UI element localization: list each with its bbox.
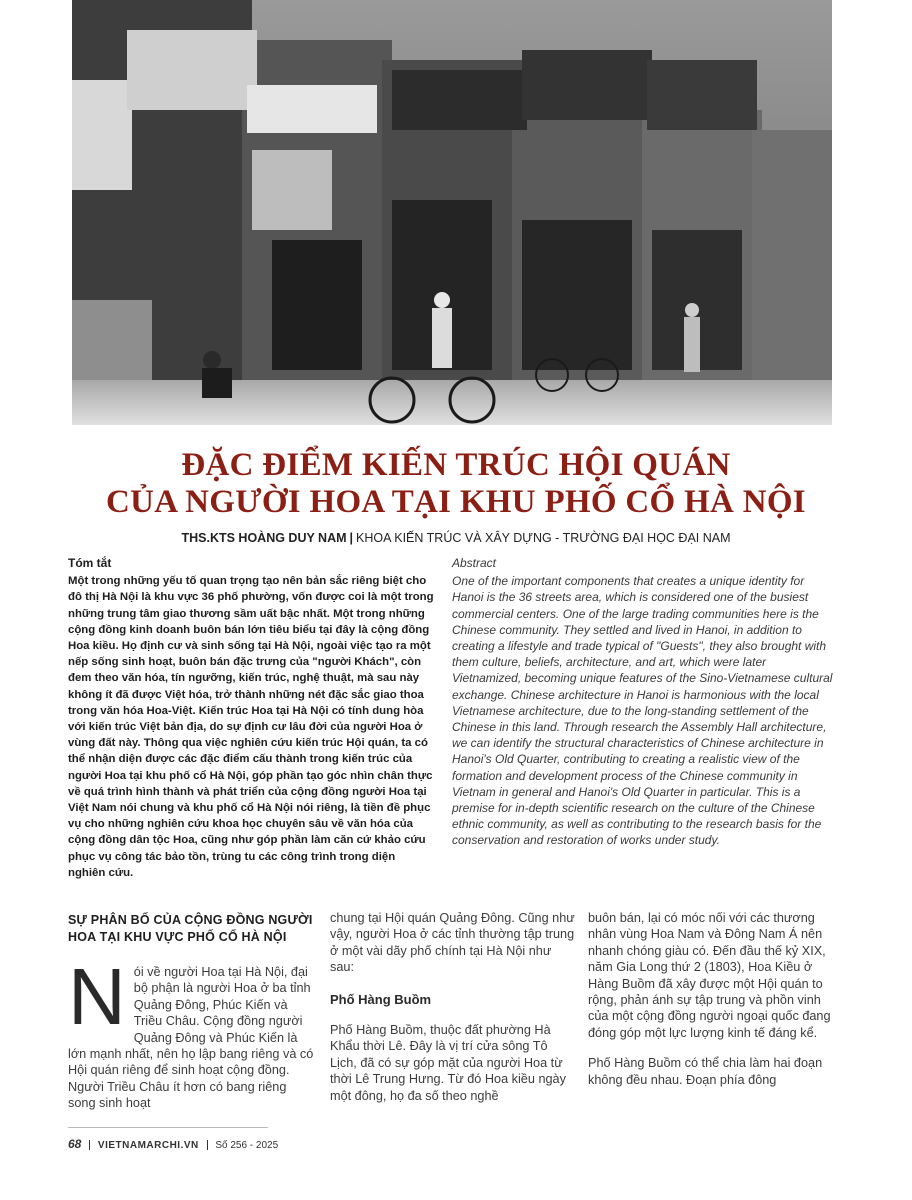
subheading-hang-buom: Phố Hàng Buồm (330, 991, 432, 1007)
byline (60, 531, 852, 545)
street-photo (72, 0, 832, 425)
col2-paragraph-2: Phố Hàng Buồm, thuộc đất phường Hà Khẩu thời Lê. Đây là vị trí cửa sông Tô Lịch, đã có sự góp mặt của người Hoa từ thời Lê Trung Hưng. Từ đó Hoa kiều ngày một đông, họ đa số theo nghề (330, 1023, 566, 1103)
col1-paragraph: ói về người Hoa tại Hà Nội, đại bộ phận là người Hoa ở ba tỉnh Quảng Đông, Phúc Kiến và Triều Châu. Cộng đồng người Quảng Đông và Phúc Kiến là lớn mạnh nhất, nên họ lập bang riêng và có Hội quán riêng để sinh hoạt cộng đồng. Người Triều Châu ít hơn có bang riêng song sinh hoạt (68, 965, 314, 1111)
footer-divider (68, 1127, 268, 1128)
body-column-1 (68, 910, 314, 1112)
issue-number: Số 256 - 2025 (215, 1140, 279, 1151)
page-footer (68, 1137, 278, 1151)
abstract-vi-text: Một trong những yếu tố quan trọng tạo nên bản sắc riêng biệt cho đô thị Hà Nội là khu vực 36 phố phường, vốn được coi là một trong những trung tâm giao thương sầm uất bậc nhất. Một trong những cộng đồng kinh doanh buôn bán lớn tiêu biểu tại đây là cộng đồng Hoa kiều. Họ định cư và sinh sống tại Hà Nội, ngoài việc tạo ra một nếp sống sinh hoạt, buôn bán đặc trưng của "người Khách", còn đem theo văn hóa, tín ngưỡng, kiến trúc, nghệ thuật, mà sau này không ít đã được Việt hóa, trở thành những nét đặc sắc giao thoa trong văn hóa Hoa-Việt. Kiến trúc Hoa tại Hà Nội có tính dung hòa với kiến trúc Việt bản địa, do sự định cư lâu đời của người Hoa ở vùng đất này. Thông qua việc nghiên cứu kiến trúc Hội quán, ta có thể nhận diện được các đặc điểm cấu thành trong kiến trúc của người Hoa tại khu phố cổ Hà Nội, góp phần tạo góc nhìn chân thực về quá trình hình thành và phát triển của cộng đồng người Hoa tại Việt Nam nói chung và khu phố cổ Hà Nội nói riêng, là tiền đề phục vụ cho những nghiên cứu khoa học chuyên sâu về văn hóa của cộng đồng dân tộc Hoa, cũng như góp phần làm căn cứ khảo cứu phục vụ công tác bảo tồn, trùng tu các công trình trong diện nghiên cứu. (68, 575, 434, 879)
byline-separator: | (349, 531, 354, 545)
abstract-english (452, 555, 834, 849)
section-heading: SỰ PHÂN BỐ CỦA CỘNG ĐỒNG NGƯỜI HOA TẠI KHU VỰC PHỐ CỔ HÀ NỘI (68, 913, 313, 944)
article-title-line-2: CỦA NGƯỜI HOA TẠI KHU PHỐ CỔ HÀ NỘI (106, 484, 806, 520)
col3-paragraph-2: Phố Hàng Buồm có thể chia làm hai đoạn không đều nhau. Đoạn phía đông (588, 1056, 823, 1087)
intro-paragraph (68, 952, 314, 1112)
author-affiliation: KHOA KIẾN TRÚC VÀ XÂY DỰNG - TRƯỜNG ĐẠI HỌC ĐẠI NAM (356, 531, 731, 545)
body-column-2 (330, 910, 576, 1104)
col2-paragraph: chung tại Hội quán Quảng Đông. Cũng như vậy, người Hoa ở các tỉnh thường tập trung ở một vài dãy phố chính tại Hà Nội như sau: (330, 911, 575, 975)
page-number: 68 (68, 1137, 82, 1151)
author-name: THS.KTS HOÀNG DUY NAM (181, 531, 347, 545)
article-title (60, 447, 852, 521)
abstract-en-heading: Abstract (452, 556, 497, 570)
body-column-3 (588, 910, 834, 1088)
footer-separator (207, 1140, 208, 1150)
article-title-line-1: ĐẶC ĐIỂM KIẾN TRÚC HỘI QUÁN (181, 447, 731, 483)
abstract-en-text: One of the important components that creates a unique identity for Hanoi is the 36 streets area, which is considered one of the busiest commercial centers. One of the large trading communities here is the Chinese community. They settled and lived in Hanoi, in addition to creating a lifestyle and trade typical of "Guests", they also brought with them culture, beliefs, architecture, and art, which were later Vietnamized, becoming unique features of the Sino-Vietnamese cultural exchange. Chinese architecture in Hanoi is harmonious with the local Vietnamese architecture, due to the long-standing settlement of the Chinese in this land. Through research the Assembly Hall architecture, we can identify the structural characteristics of Chinese architecture in Hanoi's Old Quarter, contributing to creating a realistic view of the formation and development process of the Chinese community in Vietnam in general and Hanoi's Old Quarter in particular. This is a premise for in-depth scientific research on the culture of the Chinese ethnic community, as well as contributing to the research basis for the conservation and restoration of works under study. (452, 574, 833, 848)
historic-street-photo-icon (72, 0, 832, 425)
drop-cap: N (68, 952, 126, 1041)
site-name: VIETNAMARCHI.VN (97, 1140, 199, 1151)
abstract-vietnamese (68, 555, 434, 881)
abstract-vi-heading: Tóm tắt (68, 556, 112, 570)
col3-paragraph: buôn bán, lại có móc nối với các thương nhân vùng Hoa Nam và Đông Nam Á nên nhanh chóng giàu có. Đến đầu thế kỷ XIX, năm Gia Long thứ 2 (1803), Hoa Kiều ở Hàng Buồm đã xây được một Hội quán to rộng, phản ánh sự tập trung và phồn vinh của một cộng đồng người ngoại quốc đang đóng góp một lực lượng kinh tế đáng kể. (588, 911, 831, 1040)
footer-separator (89, 1140, 90, 1150)
